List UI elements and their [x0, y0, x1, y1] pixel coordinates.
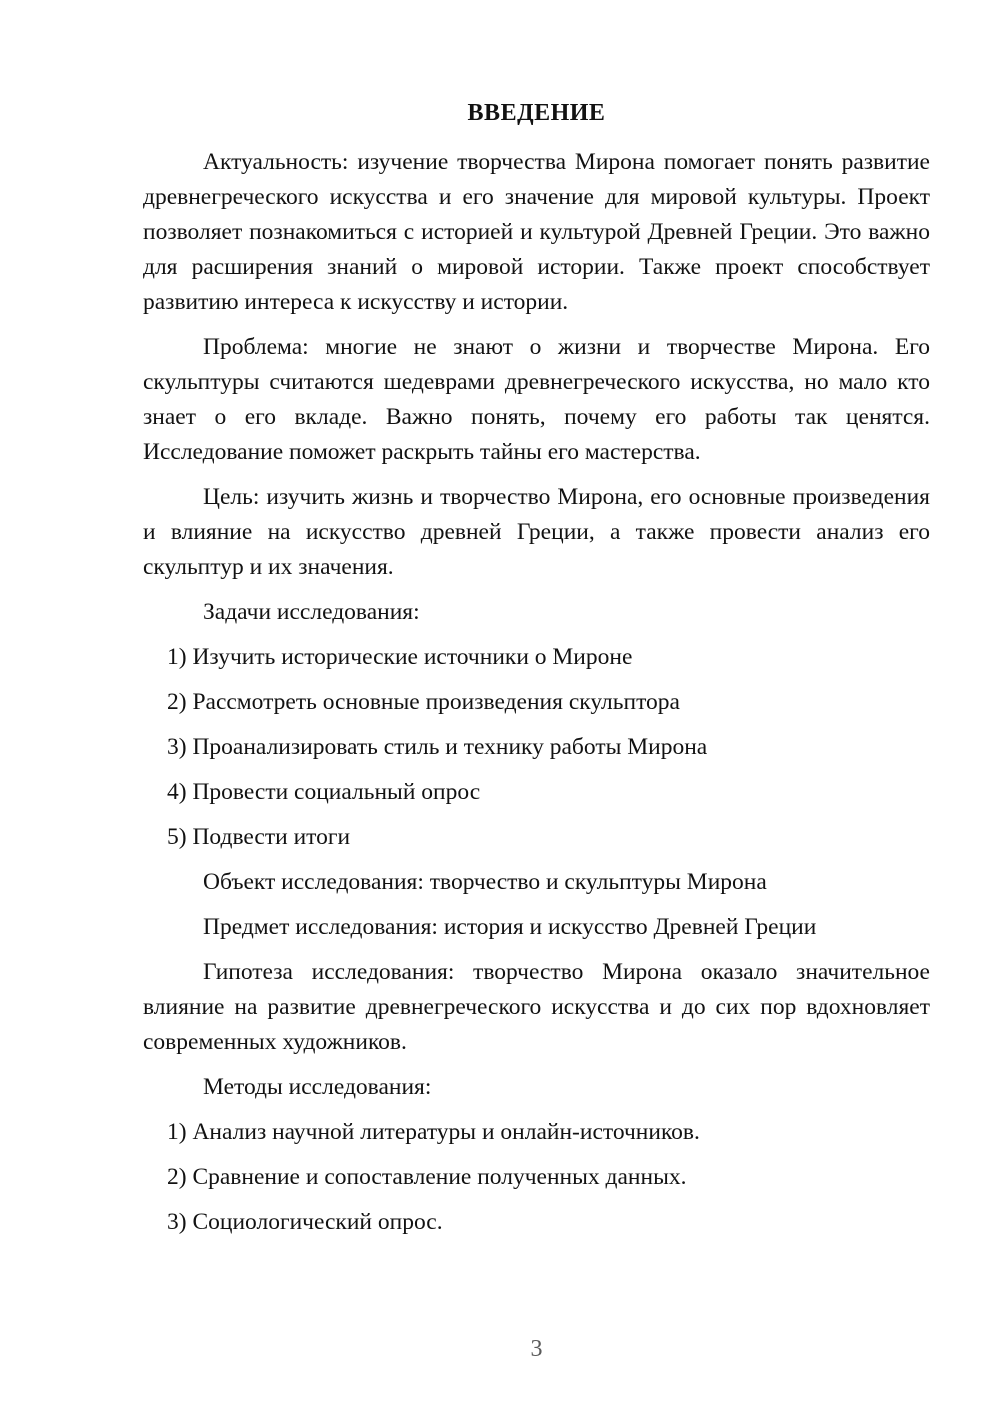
paragraph-tsel: Цель: изучить жизнь и творчество Мирона, его основные произведения и влияние на искусство древней Греции, а также провести анализ его скульптур и их значения. — [143, 484, 930, 580]
task-item-2: 2) Рассмотреть основные произведения скульптора — [167, 689, 680, 715]
tasks-heading: Задачи исследования: — [203, 599, 420, 625]
page-number: 3 — [530, 1336, 543, 1362]
task-item-1: 1) Изучить исторические источники о Мироне — [167, 644, 633, 670]
task-item-3: 3) Проанализировать стиль и технику работы Мирона — [167, 734, 708, 760]
task-item-4: 4) Провести социальный опрос — [167, 779, 481, 805]
paragraph-predmet: Предмет исследования: история и искусство Древней Греции — [203, 914, 817, 940]
method-item-3: 3) Социологический опрос. — [167, 1209, 443, 1235]
task-item-5: 5) Подвести итоги — [167, 824, 351, 850]
method-item-1: 1) Анализ научной литературы и онлайн-источников. — [167, 1119, 700, 1145]
paragraph-problema: Проблема: многие не знают о жизни и творчестве Мирона. Его скульптуры считаются шедеврами древнегреческого искусства, но мало кто знает о его вкладе. Важно понять, почему его работы так ценятся. Исследование поможет раскрыть тайны его мастерства. — [143, 334, 930, 465]
method-item-2: 2) Сравнение и сопоставление полученных данных. — [167, 1164, 687, 1190]
paragraph-aktualnost: Актуальность: изучение творчества Мирона помогает понять развитие древнегреческого искусства и его значение для мировой культуры. Проект позволяет познакомиться с историей и культурой Древней Греции. Это важно для расширения знаний о мировой истории. Также проект способствует развитию интереса к искусству и истории. — [143, 149, 930, 315]
methods-heading: Методы исследования: — [203, 1074, 432, 1100]
paragraph-obekt: Объект исследования: творчество и скульптуры Мирона — [203, 869, 767, 895]
paragraph-gipoteza: Гипотеза исследования: творчество Мирона оказало значительное влияние на развитие древнегреческого искусства и до сих пор вдохновляет современных художников. — [143, 959, 930, 1055]
page-title: ВВЕДЕНИЕ — [467, 100, 606, 126]
